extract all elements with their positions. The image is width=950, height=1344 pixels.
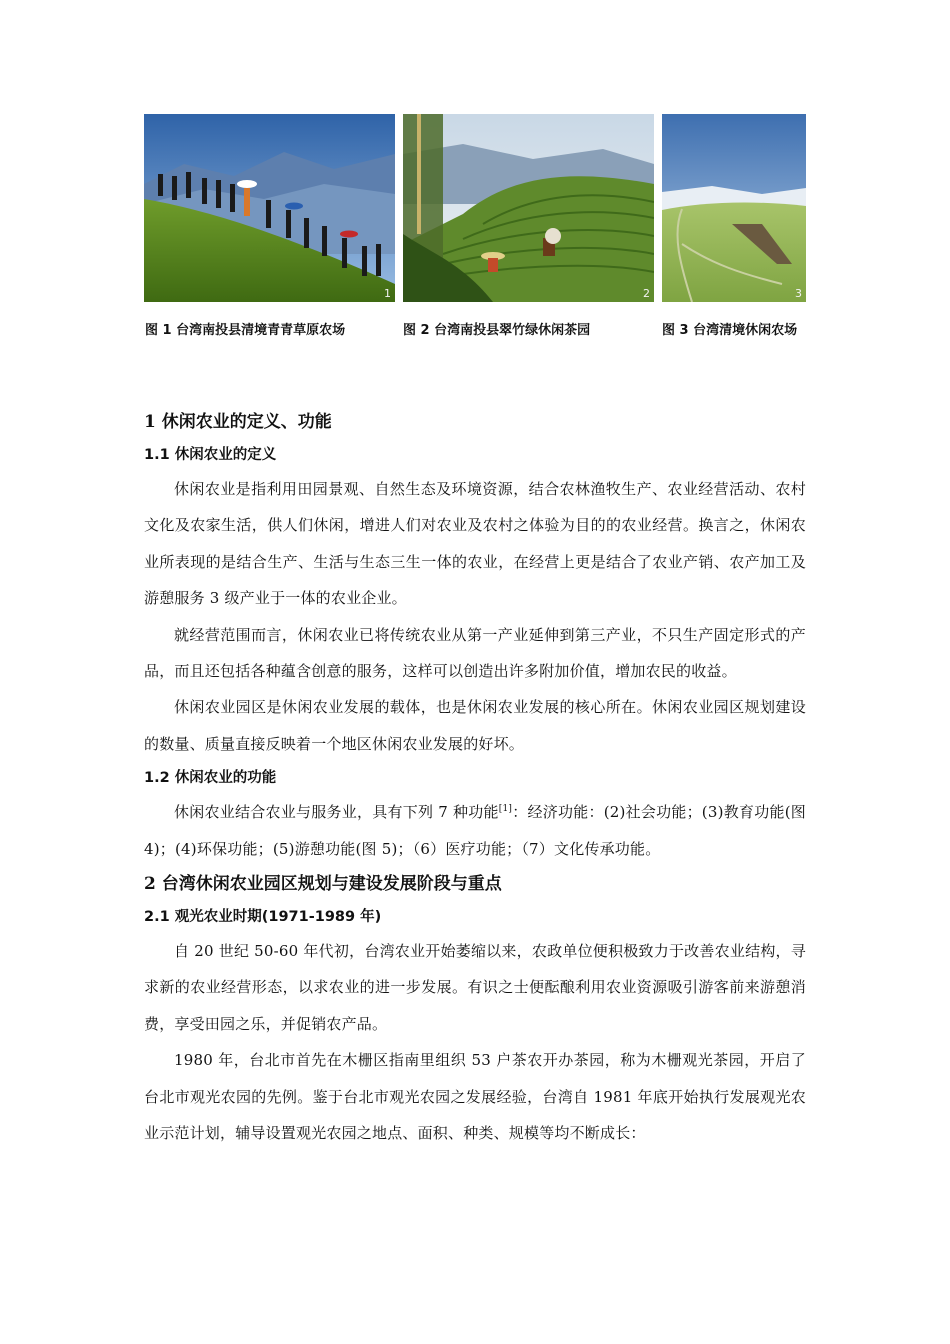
figure-3-caption: 图 3 台湾清境休闲农场 <box>662 323 798 338</box>
reference-marker[interactable]: [1] <box>498 804 513 815</box>
leisure-farm-image <box>662 114 806 302</box>
section-1-1-paragraph-2: 就经营范围而言，休闲农业已将传统农业从第一产业延伸到第三产业，不只生产固定形式的产品，而且还包括各种蕴含创意的服务，这样可以创造出许多附加价值，增加农民的收益。 <box>144 625 806 681</box>
figure-1-photo <box>144 114 395 302</box>
section-2-1-paragraph-1: 自 20 世纪 50-60 年代初，台湾农业开始萎缩以来，农政单位便积极致力于改善农业结构，寻求新的农业经营形态，以求农业的进一步发展。有识之士便酝酿利用农业资源吸引游客前来游憩消费，享受田园之乐，并促销农产品。 <box>144 942 806 1033</box>
article-body <box>144 405 806 1152</box>
figure-1-number: 1 <box>384 287 391 300</box>
figure-1-caption: 图 1 台湾南投县清境青青草原农场 <box>145 323 346 338</box>
hikers-on-grassland-image <box>144 114 395 302</box>
functions-text-end: ：经济功能：(2)社会功能；(3)教育功能(图 4)；(4)环保功能；(5)游憩功能(图 5)；（6）医疗功能；（7）文化传承功能。 <box>144 803 807 858</box>
tea-garden-image <box>403 114 654 302</box>
functions-text-start: 休闲农业结合农业与服务业，具有下列 7 种功能 <box>174 803 499 822</box>
section-2-1-heading: 2.1 观光农业时期(1971-1989 年) <box>144 909 382 926</box>
section-1-1-paragraph-3: 休闲农业园区是休闲农业发展的载体，也是休闲农业发展的核心所在。休闲农业园区规划建设的数量、质量直接反映着一个地区休闲农业发展的好坏。 <box>144 698 806 753</box>
section-2-heading: 2 台湾休闲农业园区规划与建设发展阶段与重点 <box>144 874 502 895</box>
section-1-2-heading: 1.2 休闲农业的功能 <box>144 770 277 787</box>
figure-2-number: 2 <box>643 287 650 300</box>
figure-3-number: 3 <box>795 287 802 300</box>
section-1-1-heading: 1.1 休闲农业的定义 <box>144 447 277 463</box>
section-1-1-paragraph-1: 休闲农业是指利用田园景观、自然生态及环境资源，结合农林渔牧生产、农业经营活动、农村文化及农家生活，供人们休闲，增进人们对农业及农村之体验为目的的农业经营。换言之，休闲农业所表现的是结合生产、生活与生态三生一体的农业，在经营上更是结合了农业产销、农产加工及游憩服务 3 级产业于一体的农业企业。 <box>144 480 806 608</box>
figure-2-photo <box>403 114 654 302</box>
figure-row <box>144 114 806 302</box>
figure-3-photo <box>662 114 806 302</box>
figure-2-caption: 图 2 台湾南投县翠竹绿休闲茶园 <box>403 323 591 338</box>
section-1-heading: 1 休闲农业的定义、功能 <box>144 412 332 432</box>
section-2-1-paragraph-2: 1980 年，台北市首先在木栅区指南里组织 53 户茶农开办茶园，称为木栅观光茶园，开启了台北市观光农园的先例。鉴于台北市观光农园之发展经验，台湾自 1981 年底开始执行发展观光农业示范计划，辅导设置观光农园之地点、面积、种类、规模等均不断成长： <box>144 1051 806 1143</box>
section-1-2-paragraph-1 <box>144 794 806 867</box>
